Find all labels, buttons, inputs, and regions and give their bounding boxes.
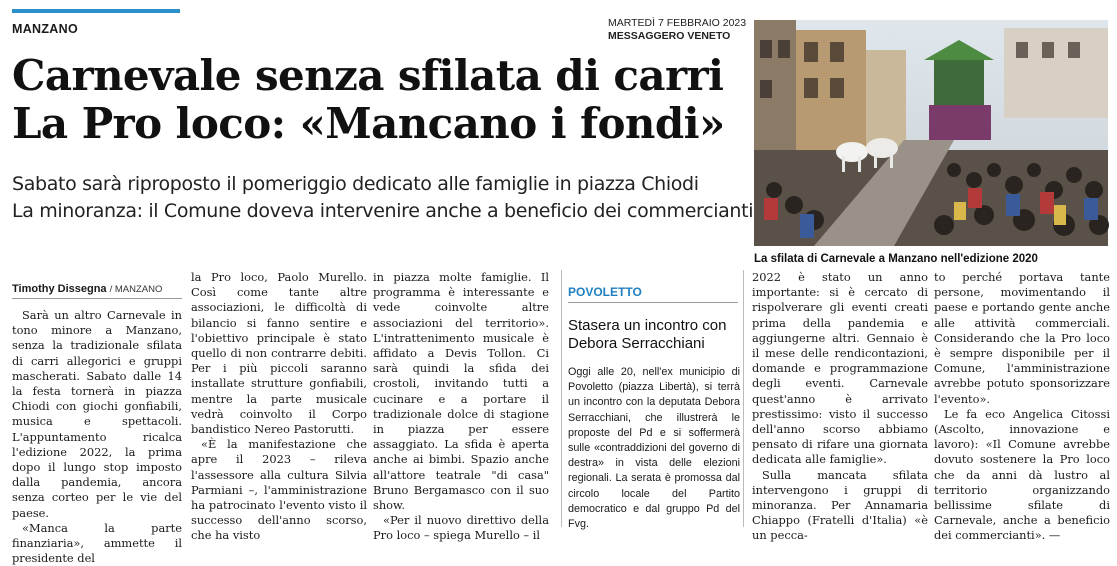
carnival-parade-photo: [754, 20, 1108, 246]
subheadline-line-1: Sabato sarà riproposto il pomeriggio dedicato alle famiglie in piazza Chiodi: [12, 173, 699, 195]
box-section-label: POVOLETTO: [568, 285, 738, 303]
article-column-5: [752, 270, 928, 544]
section-accent-bar: [12, 9, 180, 13]
section-label: MANZANO: [12, 22, 78, 36]
headline-line-1: Carnevale senza sfilata di carri: [12, 51, 724, 100]
byline: [12, 283, 182, 299]
dateline: [608, 17, 746, 43]
headline: [12, 52, 747, 148]
article-paragraph: to perché portava tante persone, movimentando il paese e portando gente anche alle attività commerciali. Considerando che la Pro loco è sempre disponibile per il Comune, l'amministrazione avrebbe potuto sponsorizzare l'evento».: [934, 270, 1110, 406]
subheadline: [12, 171, 754, 225]
byline-place: / MANZANO: [109, 284, 163, 295]
article-paragraph: Sarà un altro Carnevale in tono minore a Manzano, senza la tradizionale sfilata di carri allegorici e gruppi mascherati. Sabato dalle 14 la festa tornerà in piazza Chiodi con giochi gonfiabili, musica e spettacoli. L'appuntamento ricalca l'edizione 2022, la prima dopo il lungo stop imposto dalla pandemia, ancora senza corteo per le vie del paese.: [12, 308, 182, 520]
subheadline-line-2: La minoranza: il Comune doveva intervenire anche a beneficio dei commercianti: [12, 200, 754, 222]
sidebar-box-povoletto: [561, 270, 744, 531]
article-column-6: [934, 270, 1110, 544]
publication-date: MARTEDÌ 7 FEBBRAIO 2023: [608, 17, 747, 29]
article-paragraph: «È la manifestazione che apre il 2023 – rileva l'assessore alla cultura Silvia Parmiani –, l'amministrazione ha patrocinato l'evento visto il successo dell'anno scorso, che ha visto: [191, 437, 367, 543]
article-column-1: [12, 308, 182, 566]
article-column-3: [373, 270, 549, 544]
parade-photo-illustration: [754, 20, 1108, 246]
box-title: Stasera un incontro con Debora Serracchiani: [568, 317, 727, 352]
article-paragraph: in piazza molte famiglie. Il programma è interessante e vede coinvolte altre associazioni del territorio». L'intrattenimento musicale è affidato a Devis Tollon. Ci sarà quindi la sfida dei crostoli, invitando tutti a cucinare e a portare il tradizionale dolce di stagione in piazza per essere assaggiato. La sfida è aperta anche ai bimbi. Spazio anche all'attore teatrale "di casa" Bruno Bergamasco con il suo show.: [373, 270, 549, 513]
photo-caption: La sfilata di Carnevale a Manzano nell'edizione 2020: [754, 253, 1038, 265]
article-paragraph: «Manca la parte finanziaria», ammette il presidente del: [12, 520, 182, 566]
article-paragraph: 2022 è stato un anno importante: si è cercato di rispolverare gli eventi creati prima della pandemia e aggiungerne altri. Gennaio è il mese delle rendicontazioni, domande e programmazione degli eventi. Carnevale quest'anno è arrivato prestissimo: visto il successo dell'anno scorso abbiamo pensato di rifare una giornata dedicata alle famiglie».: [752, 270, 928, 467]
article-paragraph: la Pro loco, Paolo Murello. Così come tante altre associazioni, le difficoltà di bilancio si fanno sentire e l'obiettivo principale è stato quello di non contrarre debiti. Per i più piccoli saranno installate strutture gonfiabili, mentre la parte musicale vedrà coinvolto il Corpo bandistico Nereo Pastorutti.: [191, 270, 367, 437]
article-paragraph: Sulla mancata sfilata intervengono i gruppi di minoranza. Per Annamaria Chiappo (Fratelli d'Italia) «è un pecca-: [752, 467, 928, 543]
publication-name: MESSAGGERO VENETO: [608, 30, 731, 42]
box-text: Oggi alle 20, nell'ex municipio di Povoletto (piazza Libertà), si terrà un incontro con la deputata Debora Serracchiani, che illustrerà le proposte del Pd e si soffermerà sulle «contraddizioni del governo di destra» in vista delle elezioni regionali. La serata è promossa dal circolo locale del Partito democratico e dal gruppo Pd del Fvg.: [568, 366, 740, 531]
byline-author: Timothy Dissegna: [12, 283, 107, 295]
headline-line-2: La Pro loco: «Mancano i fondi»: [12, 99, 725, 148]
article-column-2: [191, 270, 367, 544]
article-paragraph: Le fa eco Angelica Citossi (Ascolto, innovazione e lavoro): «Il Comune avrebbe dovuto sostenere la Pro loco che da anni dà lustro al territorio organizzando bellissime sfilate di Carnevale, anche a beneficio dei commercianti». —: [934, 406, 1110, 543]
article-paragraph: «Per il nuovo direttivo della Pro loco – spiega Murello – il: [373, 513, 549, 543]
